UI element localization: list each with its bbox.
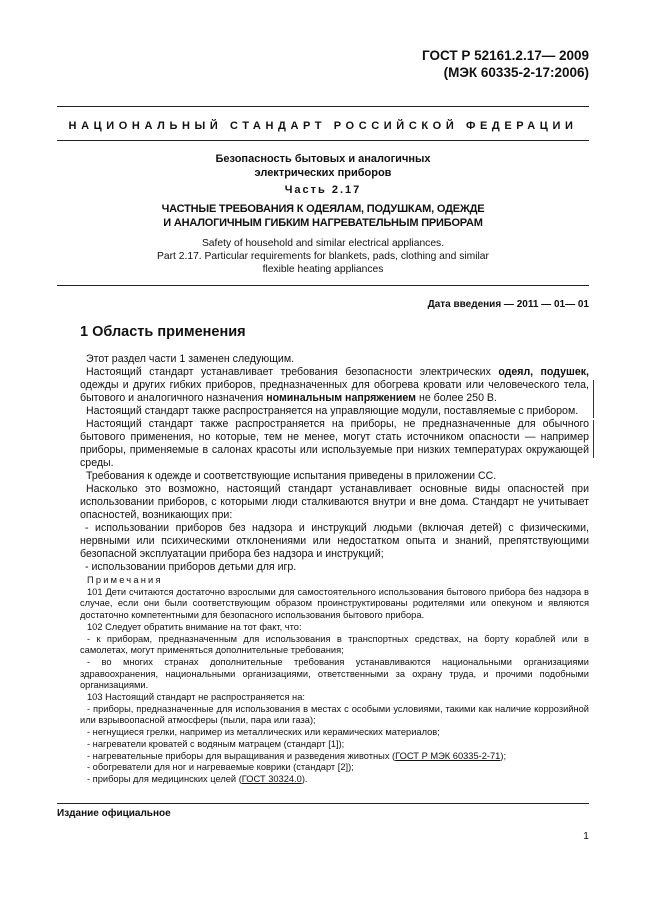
- text-run: ).: [301, 773, 308, 784]
- note-item: [80, 751, 589, 763]
- english-title-line-3: flexible heating appliances: [262, 264, 384, 275]
- note-103: 103 Настоящий стандарт не распространяется на:: [87, 692, 305, 703]
- notes-block: [80, 575, 589, 786]
- note-102: 102 Следует обратить внимание на тот факт, что:: [87, 621, 302, 632]
- note-101: 101 Дети считаются достаточно взрослыми для самостоятельного использования бытового прибора без надзора в случае, если они были соответствующим образом проинструктированы родителями или опекуном и являются достаточно компетентными для безопасного использования бытового прибора.: [80, 586, 589, 621]
- gost-link[interactable]: ГОСТ 30324.0: [241, 773, 302, 784]
- paragraph: Насколько это возможно, настоящий стандарт устанавливает основные виды опасностей при использовании приборов, с которыми люди сталкиваются внутри и вне дома. Стандарт не учитывает опасностей, возникающих при:: [80, 483, 589, 521]
- text-run: );: [500, 750, 507, 761]
- header-rule: [57, 106, 589, 107]
- change-bar: [593, 420, 594, 458]
- change-bar: [593, 380, 594, 418]
- section-title: 1 Область применения: [80, 324, 246, 340]
- standard-code: [422, 47, 589, 81]
- paragraph: [80, 366, 589, 405]
- section-body: [80, 353, 589, 574]
- paragraph: Настоящий стандарт также распространяется на приборы, не предназначенные для обычного бытового применения, но которые, тем не менее, могут стать источником опасности — например приборы, применяемые в салонах красоты или используемые при низких температурах окружающей среды.: [80, 418, 589, 469]
- note-item: [80, 774, 589, 786]
- footer-rule: [57, 803, 589, 804]
- title-rule: [57, 285, 589, 286]
- title-line-1: Безопасность бытовых и аналогичных: [215, 153, 431, 165]
- term-bold: номинальным напряжением: [266, 392, 417, 404]
- note-item: - к приборам, предназначенным для использования в транспортных средствах, на борту кораблей или в самолетах, могут применяться дополнительные требования;: [80, 633, 589, 656]
- national-standard-heading: НАЦИОНАЛЬНЫЙ СТАНДАРТ РОССИЙСКОЙ ФЕДЕРАЦИИ: [68, 120, 578, 132]
- list-item: - использовании приборов без надзора и инструкций людьми (включая детей) с физическими, нервными или психическими отклонениями или недостатком опыта и знаний, препятствующими безопасной эксплуатации прибора без надзора и инструкций;: [80, 522, 589, 560]
- standard-title: [90, 152, 556, 180]
- term-bold: одеял, подушек,: [498, 366, 589, 378]
- gost-link[interactable]: ГОСТ Р МЭК 60335-2-71: [395, 750, 501, 761]
- paragraph: Настоящий стандарт также распространяется на управляющие модули, поставляемые с прибором.: [86, 405, 579, 417]
- text-run: одежды и других гибких приборов, предназначенных для обогрева кровати или человеческого тела, бытового и аналогичного назначения: [80, 379, 589, 404]
- gost-code: ГОСТ Р 52161.2.17— 2009: [422, 48, 589, 63]
- introduction-date: Дата введения — 2011 — 01— 01: [427, 299, 589, 310]
- edition-label: Издание официальное: [57, 808, 171, 819]
- iec-code: (МЭК 60335-2-17:2006): [443, 65, 589, 80]
- title-line-2: электрических приборов: [254, 167, 392, 179]
- text-run: - нагревательные приборы для выращивания и разведения животных (: [87, 750, 396, 761]
- part-title-line-1: ЧАСТНЫЕ ТРЕБОВАНИЯ К ОДЕЯЛАМ, ПОДУШКАМ, ОДЕЖДЕ: [161, 203, 485, 215]
- text-run: не более 250 В.: [416, 392, 497, 404]
- page-number: 1: [583, 830, 589, 842]
- text-run: Настоящий стандарт устанавливает требования безопасности электрических: [86, 366, 499, 378]
- note-item: - негнущиеся грелки, например из металлических или керамических материалов;: [87, 727, 440, 738]
- heading-rule: [57, 140, 589, 141]
- english-title-line-1: Safety of household and similar electrical appliances.: [201, 238, 445, 249]
- part-title: [90, 202, 556, 230]
- notes-heading: Примечания: [87, 575, 163, 585]
- text-run: - приборы для медицинских целей (: [87, 773, 242, 784]
- english-title-line-2: Part 2.17. Particular requirements for blankets, pads, clothing and similar: [157, 251, 489, 262]
- part-title-line-2: И АНАЛОГИЧНЫМ ГИБКИМ НАГРЕВАТЕЛЬНЫМ ПРИБОРАМ: [163, 217, 483, 229]
- note-item: - во многих странах дополнительные требования устанавливаются национальными организациями здравоохранения, национальными организациями, ответственными за охрану труда, и прочими подобными организациями.: [80, 656, 589, 691]
- note-item: - приборы, предназначенные для использования в местах с особыми условиями, такими как наличие коррозийной или взрывоопасной атмосферы (пыли, пара или газа);: [80, 703, 589, 726]
- note-item: - обогреватели для ног и нагреваемые коврики (стандарт [2]);: [87, 762, 354, 773]
- note-item: - нагреватели кроватей с водяным матрацем (стандарт [1]);: [87, 738, 345, 749]
- list-item: - использовании приборов детьми для игр.: [85, 561, 297, 573]
- paragraph: Требования к одежде и соответствующие испытания приведены в приложении СС.: [86, 470, 497, 482]
- paragraph: Этот раздел части 1 заменен следующим.: [86, 353, 295, 365]
- english-title: [90, 237, 556, 276]
- part-label: Часть 2.17: [284, 184, 362, 196]
